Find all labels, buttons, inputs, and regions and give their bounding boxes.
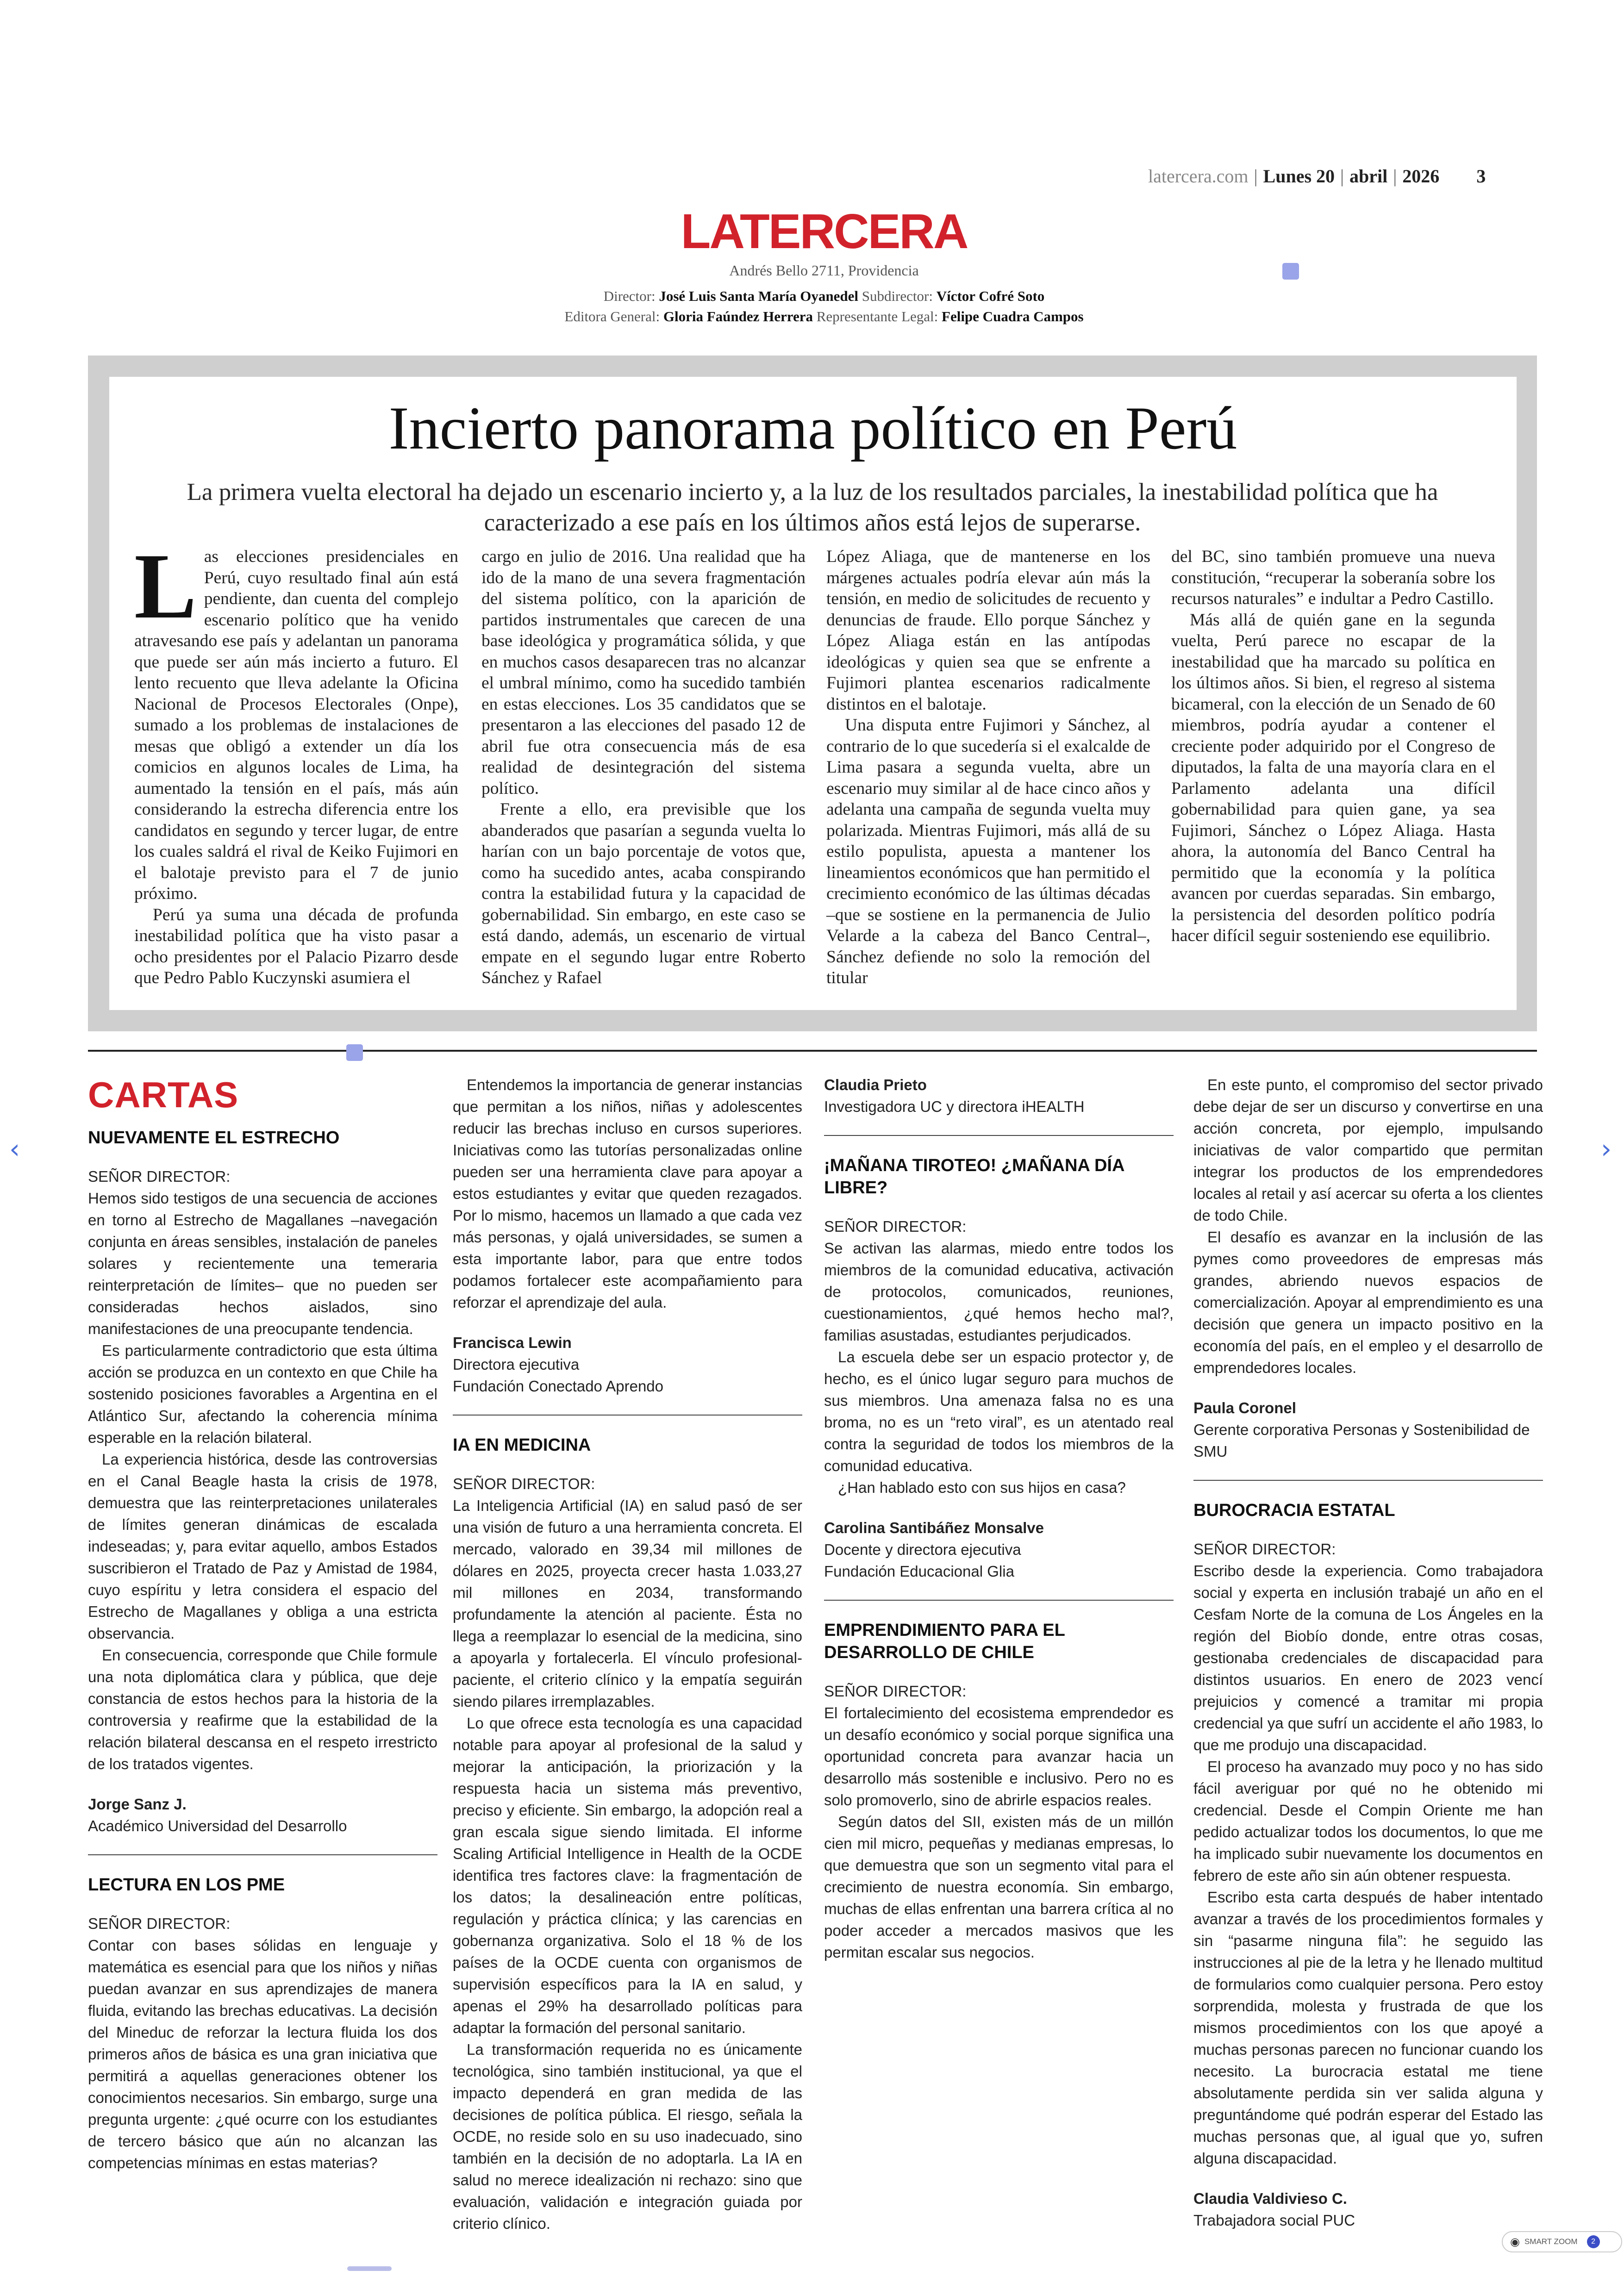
letter-signature (1193, 2188, 1543, 2231)
author-name: Francisca Lewin (453, 1334, 572, 1351)
cartas-column-2 (453, 1074, 802, 2234)
separator: | (1340, 165, 1344, 187)
editorial-column-3 (826, 546, 1150, 989)
subdirector-name: Víctor Cofré Soto (936, 288, 1045, 304)
letter-title: EMPRENDIMIENTO PARA EL DESARROLLO DE CHILE (824, 1621, 1065, 1662)
letter-paragraph: En consecuencia, corresponde que Chile formule una nota diplomática clara y pública, que deje constancia de estos hechos para la historia de la controversia y reafirme que la estabilidad de la relación bilateral descansa en el respeto irrestricto de los tratados vigentes. (88, 1646, 437, 1772)
editorial-column-1 (134, 534, 458, 989)
letter-signature (88, 1793, 437, 1837)
letter-title: NUEVAMENTE EL ESTRECHO (88, 1128, 340, 1148)
letter-paragraph: Se activan las alarmas, miedo entre todos los miembros de la comunidad educativa, activación de protocolos, comunicados, reuniones, cuestionamientos, ¿qué hemos hecho mal?, familias asustadas, estudiantes perjudicados. (824, 1240, 1174, 1344)
letter-signature (453, 1332, 802, 1397)
director-name: José Luis Santa María Oyanedel (659, 288, 858, 304)
cartas-column-3 (824, 1074, 1174, 1963)
author-name: Claudia Prieto (824, 1076, 927, 1093)
letter-paragraph: Es particularmente contradictorio que esta última acción se produzca en un contexto en que Chile ha sostenido posiciones favorables a Argentina en el Atlántico Sur, afectando la coherencia mínima esperable en la relación bilateral. (88, 1342, 437, 1446)
letter-paragraph: La transformación requerida no es únicamente tecnológica, sino también institucional, ya que el impacto dependerá en gran medida de las decisiones de política pública. El riesgo, señala la OCDE, no reside solo en su uso inadecuado, sino también en la decisión de no adoptarla. La IA en salud no merece idealización ni rechazo: sino que evaluación, validación e integración guiada por criterio clínico. (453, 2041, 802, 2232)
letter-paragraph: Entendemos la importancia de generar instancias que permitan a los niños, niñas y adolescentes reducir las brechas incluso en cursos superiores. Iniciativas como las tutorías personalizadas online pueden ser una herramienta clave para apoyar a estos estudiantes y evitar que queden rezagados. Por lo mismo, hacemos un llamado a que cada vez más personas, y ojalá universidades, se sumen a esta importante labor, para que entre todos podamos fortalecer este acompañamiento para reforzar el aprendizaje del aula. (453, 1076, 802, 1311)
editorial-paragraph: Una disputa entre Fujimori y Sánchez, al contrario de lo que sucedería si el exalcalde de Lima pasara a segunda vuelta, abre un escenario muy similar al de hace cinco años y adelanta una campaña de segunda vuelta muy polarizada. Mientras Fujimori, más allá de su estilo populista, apuesta a mantener los lineamientos económicos que han permitido el crecimiento económico de las últimas décadas –que se sostiene en la permanencia de Julio Velarde a la cabeza del Banco Central–, Sánchez defiende no solo la remoción del titular (826, 716, 1150, 987)
letter-salutation: SEÑOR DIRECTOR: (88, 1915, 231, 1932)
letter-title: IA EN MEDICINA (453, 1435, 591, 1455)
newspaper-logo: LATERCERA (681, 204, 968, 259)
letter-paragraph: Hemos sido testigos de una secuencia de acciones en torno al Estrecho de Magallanes –navegación conjunta en áreas sensibles, instalación de paneles solares y recientemente una temeraria reinterpretación de límites– que no pueden ser consideradas hechos aislados, sino manifestaciones de una preocupante tendencia. (88, 1190, 437, 1337)
cartas-section-title: CARTAS (88, 1074, 239, 1115)
letter-paragraph: En este punto, el compromiso del sector privado debe dejar de ser un discurso y convertirse en una acción concreta, por ejemplo, impulsando iniciativas de valor compartido que permitan integrar los productos de los emprendedores locales al retail y así acercar su oferta a los clientes de todo Chile. (1193, 1076, 1543, 1224)
previous-page-arrow-icon[interactable]: ‹ (9, 1133, 20, 1165)
date-month: abril (1349, 165, 1388, 187)
separator: | (1393, 165, 1397, 187)
letter-paragraph: La escuela debe ser un espacio protector y, de hecho, es el único lugar seguro para muchos de sus miembros. Una amenaza falsa no es una broma, no es un “reto viral”, es un atentado real contra la seguridad de todos los miembros de la comunidad educativa. (824, 1348, 1174, 1474)
letter-divider (824, 1600, 1174, 1601)
editorial-column-4 (1171, 546, 1495, 947)
letter-paragraph: Contar con bases sólidas en lenguaje y matemática es esencial para que los niños y niñas puedan avanzar en sus aprendizajes de manera fluida, evitando las brechas educativas. La decisión del Mineduc de reforzar la lectura fluida los dos primeros años de básica es una gran iniciativa que permitirá a aquellas generaciones obtener los conocimientos necesarios. Sin embargo, surge una pregunta urgente: ¿qué ocurre con los estudiantes de tercero básico que aún no alcanzan las competencias mínimas en estas materias? (88, 1937, 437, 2171)
masthead-staff: Director: José Luis Santa María Oyanedel Subdirector: Víctor Cofré Soto Editora General: Gloria Faúndez Herrera Representante Legal: Felipe Cuadra Campos (564, 288, 1084, 324)
author-role: Trabajadora social PUC (1193, 2212, 1355, 2229)
letter-paragraph: Escribo desde la experiencia. Como trabajadora social y experta en inclusión trabajé un año en el Cesfam Norte de la comuna de Los Ángeles en la región del Biobío donde, entre otras cosas, gestionaba credenciales de discapacidad para distintos usuarios. En enero de 2023 vencí prejuicios y comencé a tramitar mi propia credencial ya que sufrí un accidente el año 1983, lo que me produjo una discapacidad. (1193, 1562, 1543, 1753)
editorial-paragraph: Perú ya suma una década de profunda inestabilidad política que ha visto pasar a ocho presidentes por el Palacio Pizarro desde que Pedro Pablo Kuczynski asumiera el (134, 905, 458, 987)
date-weekday-day: Lunes 20 (1263, 165, 1335, 187)
editorial-column-2 (481, 546, 806, 989)
editorial-paragraph: Más allá de quién gane en la segunda vuelta, Perú parece no escapar de la inestabilidad que ha marcado su política en los últimos años. Si bien, el regreso al sistema bicameral, con la elección de un Senado de 60 miembros, podría ayudar a contener el creciente poder adquirido por el Congreso de diputados, la falta de una mayoría clara en el Parlamento adelanta una difícil gobernabilidad para quien gane, ya sea Fujimori, Sánchez o López Aliaga. Hasta ahora, la autonomía del Banco Central ha permitido que la economía y la política avancen por cuerdas separadas. Sin embargo, la persistencia del desorden político podría hacer difícil seguir sosteniendo ese equilibrio. (1171, 610, 1495, 945)
bookmark-pin-icon[interactable] (346, 1044, 363, 1061)
eye-icon: ◉ (1510, 2235, 1520, 2248)
author-name: Paula Coronel (1193, 1399, 1296, 1416)
editor-name: Gloria Faúndez Herrera (663, 308, 813, 324)
newspaper-address: Andrés Bello 2711, Providencia (729, 262, 919, 279)
date-year: 2026 (1402, 165, 1440, 187)
editorial-paragraph: Frente a ello, era previsible que los abanderados que pasarían a segunda vuelta lo harían con un bajo porcentaje de votos que, como ha sucedido antes, acaba conspirando contra la estabilidad futura y la capacidad de gobernabilidad. Sin embargo, en este caso se está dando, además, un escenario de virtual empate en el segundo lugar entre Roberto Sánchez y Rafael (481, 800, 806, 987)
author-role: Docente y directora ejecutiva (824, 1541, 1021, 1558)
letter-paragraph: La Inteligencia Artificial (IA) en salud pasó de ser una visión de futuro a una herramienta concreta. El mercado, valorado en 39,34 mil millones de dólares en 2025, proyecta crecer hasta 1.033,27 mil millones en 2034, transformando profundamente la atención al paciente. Ésta no llega a reemplazar lo esencial de la medicina, sino a apoyarla y fortalecerla. El vínculo profesional-paciente, el criterio clínico y la empatía seguirán siendo pilares irremplazables. (453, 1497, 802, 1710)
letter-divider (824, 1135, 1174, 1136)
author-organization: Fundación Educacional Glia (824, 1563, 1014, 1580)
letter-divider (1193, 1480, 1543, 1481)
cartas-column-1 (88, 1074, 437, 2174)
letter-paragraph: El fortalecimiento del ecosistema emprendedor es un desafío económico y social porque significa una oportunidad concreta para avanzar hacia un desarrollo más sostenible e inclusivo. Pero no es solo promoverlo, sino de abrirle espacios reales. (824, 1704, 1174, 1809)
letter-signature (1193, 1397, 1543, 1462)
drop-cap: L (134, 534, 197, 638)
author-organization: Fundación Conectado Aprendo (453, 1378, 664, 1395)
letter-signature (824, 1074, 1174, 1117)
letter-divider (88, 1854, 437, 1855)
next-page-arrow-icon[interactable]: › (1601, 1133, 1612, 1165)
letter-salutation: SEÑOR DIRECTOR: (824, 1683, 967, 1700)
page-number: 3 (1476, 165, 1486, 187)
editorial-paragraph: cargo en julio de 2016. Una realidad que ha ido de la mano de una severa fragmentación del sistema político, con la aparición de partidos instrumentales que carecen de una base ideológica y programática sólida, y que en muchos casos desaparecen tras no alcanzar el umbral mínimo, como ha sucedido también en estas elecciones. Los 35 candidatos que se presentaron a las elecciones del pasado 12 de abril fue otra consecuencia más de esa realidad de desintegración del sistema político. (481, 547, 806, 798)
letter-divider (453, 1415, 802, 1416)
editorial-dek: La primera vuelta electoral ha dejado un escenario incierto y, a la luz de los resultados parciales, la inestabilidad política que ha caracterizado a ese país en los últimos años está lejos de superarse. (187, 479, 1438, 536)
letter-paragraph: El desafío es avanzar en la inclusión de las pymes como proveedores de empresas más grandes, abriendo nuevos espacios de comercialización. Apoyar al emprendimiento es una decisión que genera un impacto positivo en la economía del país, en el empleo y el desarrollo de emprendedores locales. (1193, 1229, 1543, 1376)
letter-signature (824, 1517, 1174, 1582)
legal-rep-name: Felipe Cuadra Campos (942, 308, 1084, 324)
author-name: Jorge Sanz J. (88, 1796, 187, 1813)
letter-title: ¡MAÑANA TIROTEO! ¿MAÑANA DÍA LIBRE? (824, 1156, 1124, 1197)
smart-zoom-button[interactable] (1502, 2231, 1622, 2252)
letter-salutation: SEÑOR DIRECTOR: (453, 1475, 595, 1492)
separator: | (1254, 165, 1258, 187)
bookmark-pin-icon[interactable] (1282, 263, 1299, 280)
horizontal-scrollbar[interactable] (347, 2266, 392, 2271)
letter-salutation: SEÑOR DIRECTOR: (824, 1218, 967, 1235)
letter-title: LECTURA EN LOS PME (88, 1875, 285, 1895)
letter-paragraph: Escribo esta carta después de haber intentado avanzar a través de los procedimientos formales y sin “pasarme ninguna fila”: he seguido las instrucciones al pie de la letra y he llenado multitud de formularios como cualquier persona. Pero estoy sorprendida, molesta y frustrada de que los mismos procedimientos con los que apoyé a muchas personas parecen no funcionar cuando los necesito. La burocracia estatal me tiene absolutamente perdida sin ver salida alguna y preguntándome qué podrán esperar del Estado las muchas personas que, al igual que yo, sufren alguna discapacidad. (1193, 1889, 1543, 2167)
letter-salutation: SEÑOR DIRECTOR: (1193, 1540, 1336, 1558)
author-name: Carolina Santibáñez Monsalve (824, 1519, 1044, 1536)
letter-title: BUROCRACIA ESTATAL (1193, 1501, 1395, 1520)
smart-zoom-label: SMART ZOOM (1524, 2237, 1578, 2246)
letter-salutation: SEÑOR DIRECTOR: (88, 1168, 231, 1185)
site-url[interactable]: latercera.com (1148, 165, 1249, 187)
letter-paragraph: Según datos del SII, existen más de un millón cien mil micro, pequeñas y medianas empresas, lo que demuestra que son un segmento vital para el crecimiento de nuestra economía. Sin embargo, muchas de ellas enfrentan una barrera crítica al no poder acceder a mercados masivos que les permitan escalar sus negocios. (824, 1813, 1174, 1961)
letter-paragraph: El proceso ha avanzado muy poco y no has sido fácil averiguar por qué no he obtenido mi credencial. Desde el Compin Oriente me han pedido actualizar todos los documentos, lo que me ha implicado subir nuevamente los documentos en febrero de este año sin aún obtener respuesta. (1193, 1758, 1543, 1884)
letter-paragraph: Lo que ofrece esta tecnología es una capacidad notable para apoyar al profesional de la salud y mejorar la anticipación, la priorización y la respuesta hacia un sistema más preventivo, preciso y eficiente. Sin embargo, la adopción real a gran escala sigue siendo limitada. El informe Scaling Artificial Intelligence in Health de la OCDE identifica tres factores clave: la fragmentación de los datos; la desalineación entre políticas, regulación y práctica clínica; y las carencias en gobernanza organizativa. Solo el 18 % de los países de la OCDE cuenta con organismos de supervisión específicos para la IA en salud, y apenas el 29% ha desarrollado políticas para adaptar la formación del personal sanitario. (453, 1715, 802, 2036)
editorial-paragraph: as elecciones presidenciales en Perú, cuyo resultado final aún está pendiente, dan cuenta del complejo escenario político que ha venido atravesando ese país y adelantan un panorama que puede ser aún más incierto a futuro. El lento recuento que lleva adelante la Oficina Nacional de Procesos Electorales (Onpe), sumado a los problemas de instalaciones de mesas que obligó a extender un día los comicios en algunos locales de Lima, ha aumentado la tensión en el país, más aún considerando la estrecha diferencia entre los candidatos en segundo y tercer lugar, de entre los cuales saldrá el rival de Keiko Fujimori en el balotaje previsto para el 7 de junio próximo. (134, 547, 458, 903)
letter-paragraph: La experiencia histórica, desde las controversias en el Canal Beagle hasta la crisis de 1978, demuestra que las reinterpretaciones unilaterales de límites generan dinámicas de escalada indeseadas; y, para evitar aquello, ambos Estados suscribieron el Tratado de Paz y Amistad de 1984, cuyo espíritu y letra considera el espacio del Estrecho de Magallanes y obliga a una estricta observancia. (88, 1451, 437, 1642)
author-role: Investigadora UC y directora iHEALTH (824, 1098, 1085, 1115)
letter-paragraph: ¿Han hablado esto con sus hijos en casa? (838, 1479, 1126, 1496)
author-name: Claudia Valdivieso C. (1193, 2190, 1347, 2207)
cartas-column-4 (1193, 1074, 1543, 2231)
editorial-paragraph: López Aliaga, que de mantenerse en los márgenes actuales podría elevar aún más la tensión, en medio de solicitudes de recuento y denuncias de fraude. Ello porque Sánchez y López Aliaga están en las antípodas ideológicas y quien sea que se enfrente a Fujimori plantea escenarios radicalmente distintos en el balotaje. (826, 547, 1150, 714)
editorial-headline: Incierto panorama político en Perú (388, 394, 1237, 462)
author-role: Gerente corporativa Personas y Sostenibilidad de SMU (1193, 1421, 1530, 1460)
dateline (1148, 162, 1546, 190)
smart-zoom-count: 2 (1587, 2235, 1600, 2248)
editorial-paragraph: del BC, sino también promueve una nueva constitución, “recuperar la soberanía sobre los recursos naturales” e indultar a Pedro Castillo. (1171, 547, 1495, 608)
section-divider (88, 1050, 1537, 1052)
author-role: Directora ejecutiva (453, 1356, 580, 1373)
author-role: Académico Universidad del Desarrollo (88, 1817, 347, 1834)
